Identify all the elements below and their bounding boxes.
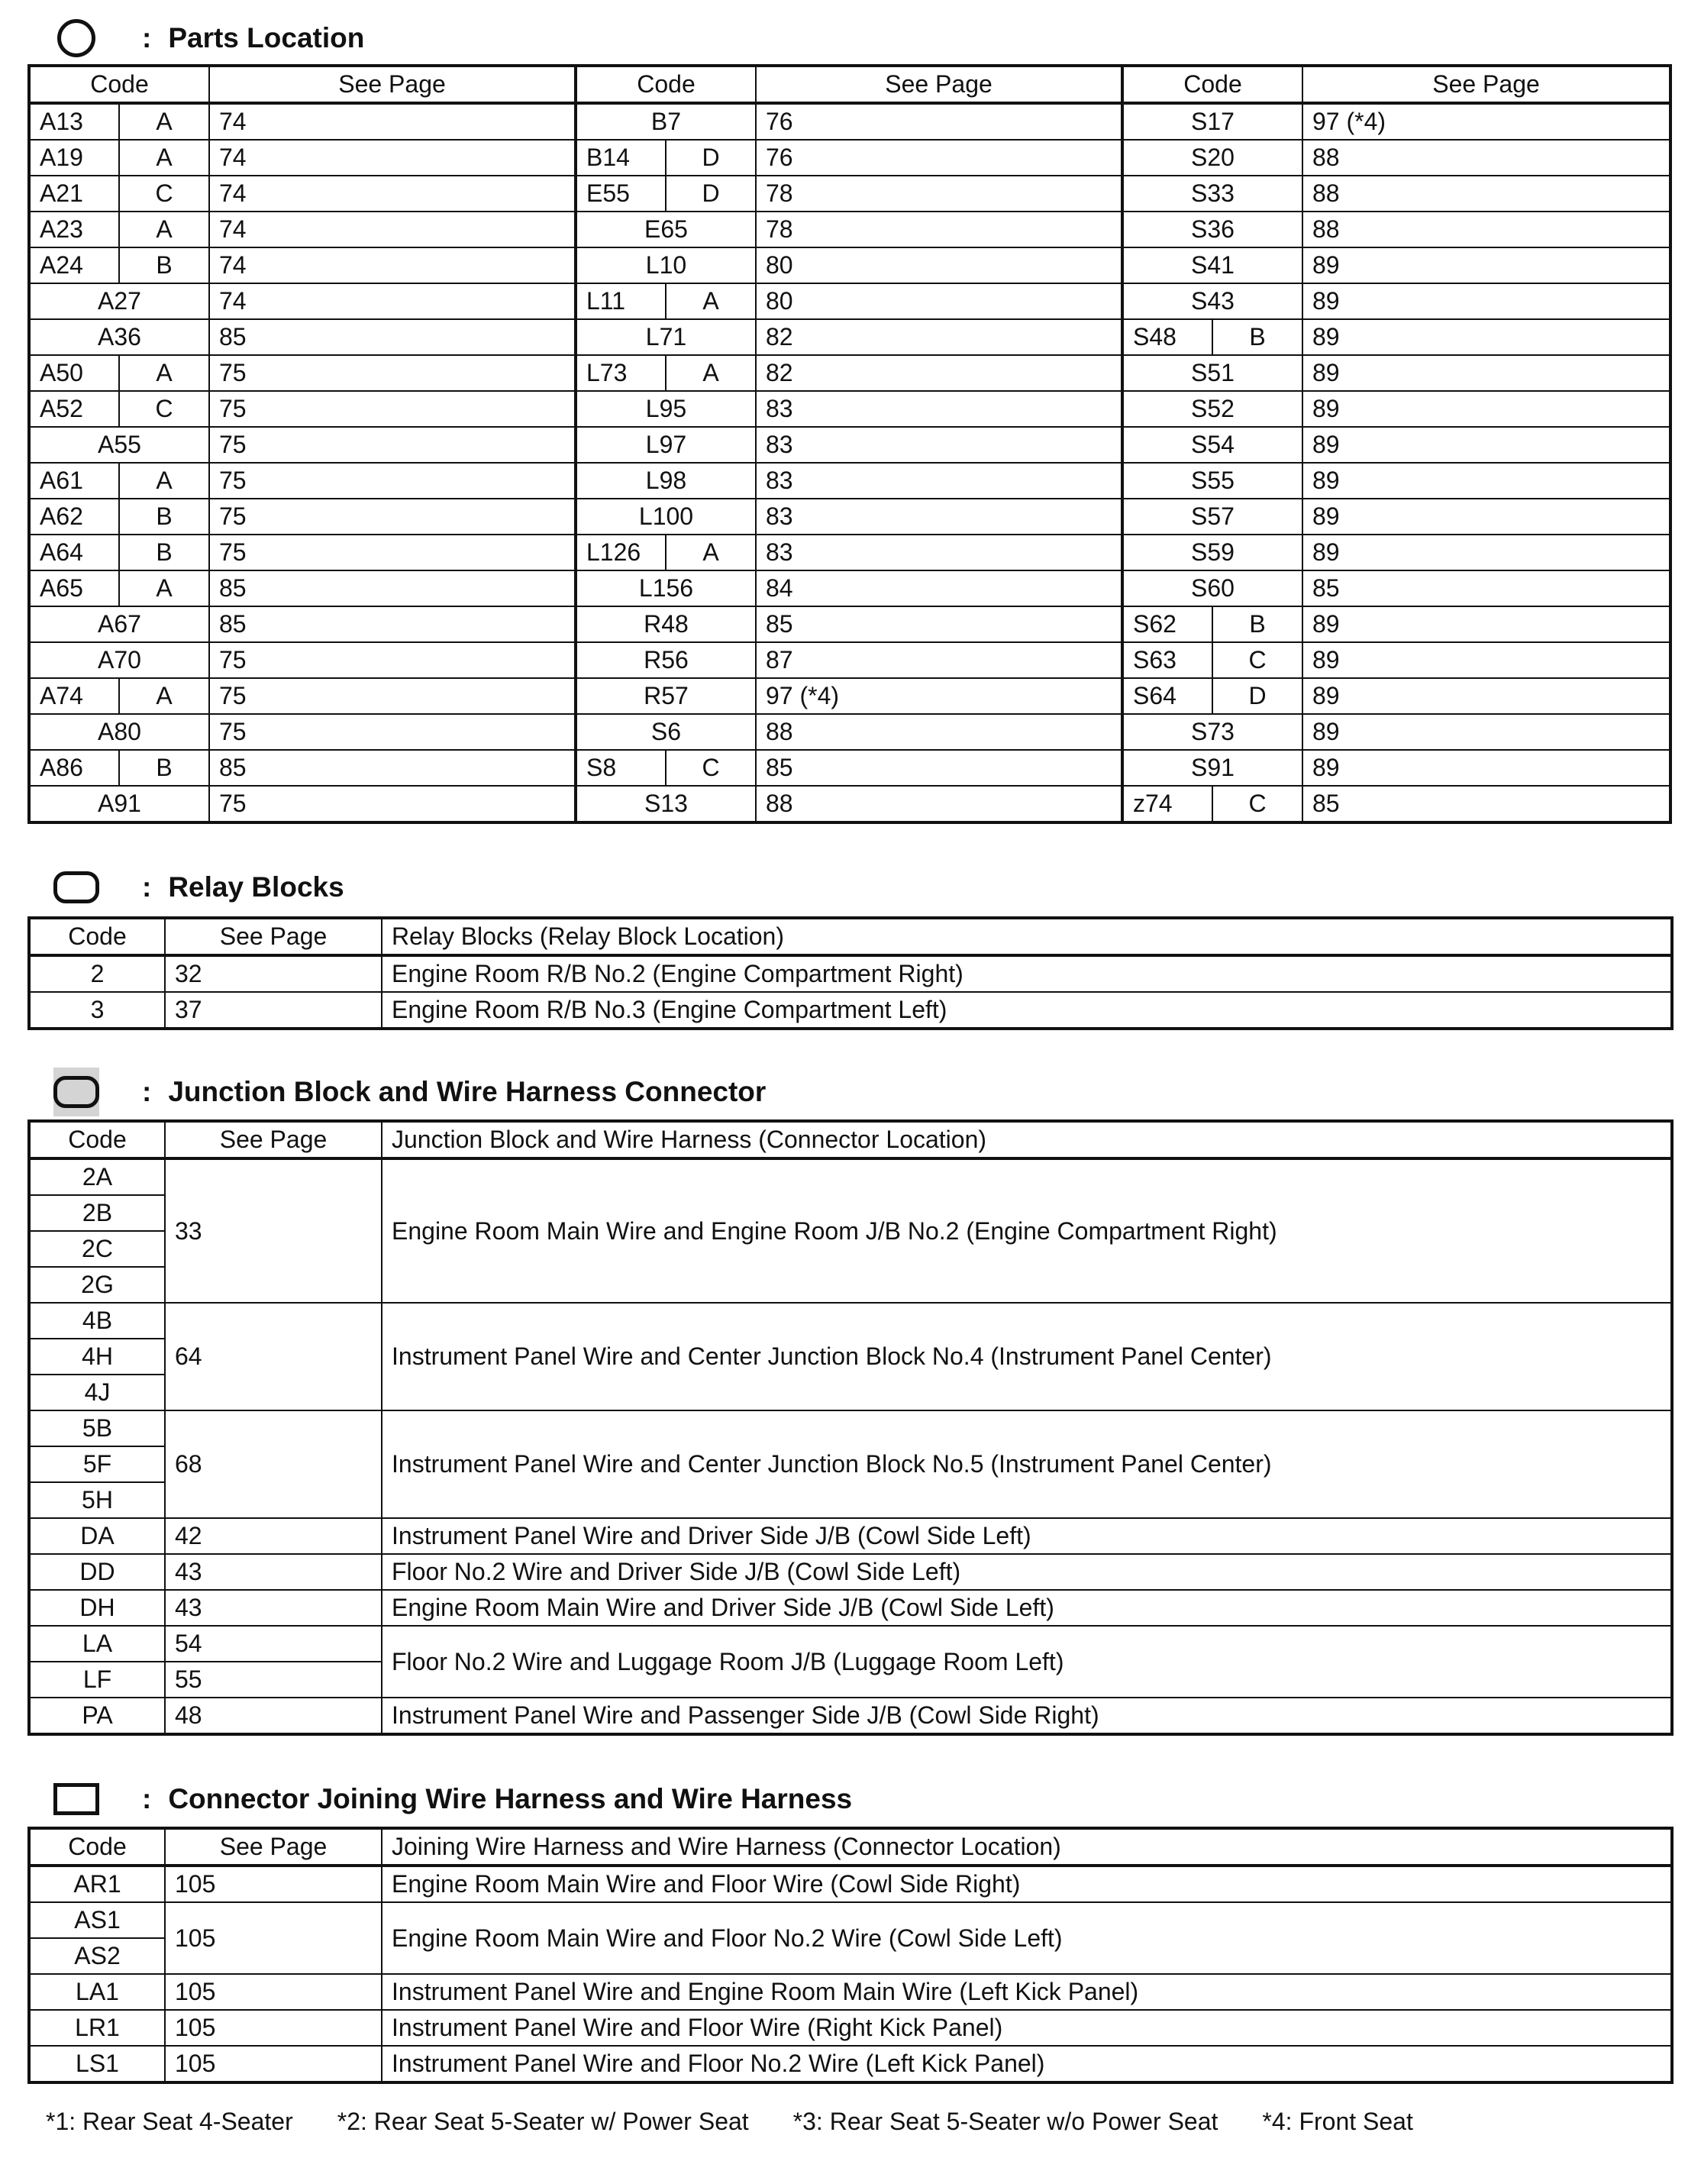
code-cell: LS1 bbox=[29, 2046, 165, 2082]
description-cell: Engine Room Main Wire and Floor No.2 Wire (Cowl Side Left) bbox=[382, 1902, 1672, 1974]
code-cell: S8 bbox=[576, 750, 666, 786]
suffix-cell: C bbox=[119, 176, 209, 212]
code-cell: A23 bbox=[29, 212, 119, 247]
page-cell: 84 bbox=[756, 570, 1122, 606]
page-cell: 75 bbox=[209, 391, 576, 427]
page-cell: 83 bbox=[756, 391, 1122, 427]
col-header-code: Code bbox=[29, 918, 165, 955]
code-cell: S33 bbox=[1122, 176, 1302, 212]
suffix-cell: B bbox=[119, 750, 209, 786]
page-cell: 85 bbox=[756, 606, 1122, 642]
code-cell: S6 bbox=[576, 714, 756, 750]
code-cell: S91 bbox=[1122, 750, 1302, 786]
code-cell: L156 bbox=[576, 570, 756, 606]
page-cell: 75 bbox=[209, 642, 576, 678]
code-cell: 5F bbox=[29, 1446, 165, 1482]
code-cell: S73 bbox=[1122, 714, 1302, 750]
table-row bbox=[29, 319, 1670, 355]
table-row bbox=[29, 1158, 1672, 1195]
table-row bbox=[29, 992, 1672, 1029]
code-cell: LF bbox=[29, 1662, 165, 1698]
description-cell: Floor No.2 Wire and Luggage Room J/B (Luggage Room Left) bbox=[382, 1626, 1672, 1698]
description-cell: Instrument Panel Wire and Passenger Side J/B (Cowl Side Right) bbox=[382, 1698, 1672, 1734]
page-cell: 54 bbox=[165, 1626, 382, 1662]
page-cell: 33 bbox=[165, 1158, 382, 1303]
code-cell: AS1 bbox=[29, 1902, 165, 1938]
code-cell: A74 bbox=[29, 678, 119, 714]
circle-symbol-icon bbox=[53, 15, 99, 61]
page-cell: 64 bbox=[165, 1303, 382, 1410]
code-cell: 2B bbox=[29, 1195, 165, 1231]
code-cell: S63 bbox=[1122, 642, 1212, 678]
page-cell: 75 bbox=[209, 714, 576, 750]
suffix-cell: C bbox=[119, 391, 209, 427]
suffix-cell: D bbox=[666, 140, 756, 176]
col-header-see-page: See Page bbox=[1302, 66, 1670, 103]
suffix-cell: C bbox=[1212, 786, 1302, 822]
junction-header-row bbox=[29, 1121, 1672, 1158]
table-row bbox=[29, 355, 1670, 391]
relay-header-row bbox=[29, 918, 1672, 955]
col-header-see-page: See Page bbox=[165, 1828, 382, 1866]
suffix-cell: B bbox=[119, 535, 209, 570]
code-cell: A52 bbox=[29, 391, 119, 427]
col-header-code: Code bbox=[29, 1121, 165, 1158]
suffix-cell: A bbox=[666, 283, 756, 319]
code-cell: S43 bbox=[1122, 283, 1302, 319]
page-cell: 89 bbox=[1302, 247, 1670, 283]
table-row bbox=[29, 1698, 1672, 1734]
code-cell: A67 bbox=[29, 606, 209, 642]
page-cell: 74 bbox=[209, 283, 576, 319]
description-cell: Engine Room Main Wire and Driver Side J/B (Cowl Side Left) bbox=[382, 1590, 1672, 1626]
code-cell: 5H bbox=[29, 1482, 165, 1518]
code-cell: L100 bbox=[576, 499, 756, 535]
code-cell: A70 bbox=[29, 642, 209, 678]
code-cell: A13 bbox=[29, 103, 119, 140]
table-row bbox=[29, 642, 1670, 678]
code-cell: S62 bbox=[1122, 606, 1212, 642]
page-cell: 89 bbox=[1302, 355, 1670, 391]
suffix-cell: B bbox=[119, 247, 209, 283]
page-cell: 88 bbox=[756, 786, 1122, 822]
description-cell: Engine Room R/B No.3 (Engine Compartment Left) bbox=[382, 992, 1672, 1029]
page-cell: 75 bbox=[209, 463, 576, 499]
code-cell: S55 bbox=[1122, 463, 1302, 499]
page-cell: 89 bbox=[1302, 535, 1670, 570]
page-cell: 74 bbox=[209, 176, 576, 212]
page-cell: 83 bbox=[756, 499, 1122, 535]
suffix-cell: A bbox=[119, 355, 209, 391]
footnote: *4: Front Seat bbox=[1262, 2108, 1413, 2135]
page-cell: 43 bbox=[165, 1554, 382, 1590]
table-row bbox=[29, 499, 1670, 535]
code-cell: B14 bbox=[576, 140, 666, 176]
page-cell: 75 bbox=[209, 786, 576, 822]
code-cell: PA bbox=[29, 1698, 165, 1734]
page-cell: 32 bbox=[165, 955, 382, 992]
col-header-code: Code bbox=[576, 66, 756, 103]
page-cell: 89 bbox=[1302, 678, 1670, 714]
code-cell: 4J bbox=[29, 1375, 165, 1410]
page-cell: 89 bbox=[1302, 319, 1670, 355]
table-row bbox=[29, 1410, 1672, 1446]
footnotes bbox=[46, 2108, 1670, 2146]
code-cell: S20 bbox=[1122, 140, 1302, 176]
code-cell: A50 bbox=[29, 355, 119, 391]
relay-blocks-title: Relay Blocks bbox=[168, 871, 344, 903]
page-cell: 85 bbox=[209, 570, 576, 606]
page-cell: 97 (*4) bbox=[1302, 103, 1670, 140]
suffix-cell: A bbox=[666, 355, 756, 391]
suffix-cell: C bbox=[666, 750, 756, 786]
code-cell: z74 bbox=[1122, 786, 1212, 822]
code-cell: R57 bbox=[576, 678, 756, 714]
col-header-see-page: See Page bbox=[165, 918, 382, 955]
code-cell: A62 bbox=[29, 499, 119, 535]
page-cell: 85 bbox=[756, 750, 1122, 786]
description-cell: Engine Room Main Wire and Engine Room J/B No.2 (Engine Compartment Right) bbox=[382, 1158, 1672, 1303]
code-cell: R56 bbox=[576, 642, 756, 678]
page-cell: 78 bbox=[756, 212, 1122, 247]
page-cell: 82 bbox=[756, 355, 1122, 391]
rectangle-symbol-icon bbox=[53, 1776, 99, 1822]
code-cell: 4H bbox=[29, 1339, 165, 1375]
code-cell: L126 bbox=[576, 535, 666, 570]
table-row bbox=[29, 1974, 1672, 2010]
code-cell: A21 bbox=[29, 176, 119, 212]
code-cell: A80 bbox=[29, 714, 209, 750]
suffix-cell: B bbox=[1212, 319, 1302, 355]
page-cell: 74 bbox=[209, 103, 576, 140]
connector-joining-heading: : Connector Joining Wire Harness and Wire Harness bbox=[53, 1772, 852, 1827]
code-cell: A86 bbox=[29, 750, 119, 786]
table-row bbox=[29, 535, 1670, 570]
table-row bbox=[29, 606, 1670, 642]
page-cell: 80 bbox=[756, 283, 1122, 319]
code-cell: AR1 bbox=[29, 1866, 165, 1902]
table-row bbox=[29, 176, 1670, 212]
code-cell: DH bbox=[29, 1590, 165, 1626]
code-cell: A65 bbox=[29, 570, 119, 606]
footnote: *3: Rear Seat 5-Seater w/o Power Seat bbox=[792, 2108, 1218, 2135]
col-header-code: Code bbox=[29, 66, 209, 103]
code-cell: S59 bbox=[1122, 535, 1302, 570]
code-cell: LA1 bbox=[29, 1974, 165, 2010]
code-cell: B7 bbox=[576, 103, 756, 140]
description-cell: Instrument Panel Wire and Floor No.2 Wire (Left Kick Panel) bbox=[382, 2046, 1672, 2082]
code-cell: L71 bbox=[576, 319, 756, 355]
table-row bbox=[29, 1866, 1672, 1902]
page-cell: 85 bbox=[209, 606, 576, 642]
code-cell: LR1 bbox=[29, 2010, 165, 2046]
code-cell: DA bbox=[29, 1518, 165, 1554]
col-header-see-page: See Page bbox=[209, 66, 576, 103]
code-cell: S57 bbox=[1122, 499, 1302, 535]
page-cell: 85 bbox=[1302, 570, 1670, 606]
page-cell: 85 bbox=[1302, 786, 1670, 822]
code-cell: S17 bbox=[1122, 103, 1302, 140]
page-cell: 75 bbox=[209, 499, 576, 535]
suffix-cell: A bbox=[119, 570, 209, 606]
suffix-cell: A bbox=[119, 103, 209, 140]
code-cell: LA bbox=[29, 1626, 165, 1662]
table-row bbox=[29, 427, 1670, 463]
page-cell: 75 bbox=[209, 427, 576, 463]
page-cell: 78 bbox=[756, 176, 1122, 212]
page-cell: 88 bbox=[1302, 140, 1670, 176]
description-cell: Instrument Panel Wire and Center Junction Block No.4 (Instrument Panel Center) bbox=[382, 1303, 1672, 1410]
page-cell: 105 bbox=[165, 1902, 382, 1974]
description-cell: Instrument Panel Wire and Engine Room Main Wire (Left Kick Panel) bbox=[382, 1974, 1672, 2010]
suffix-cell: A bbox=[666, 535, 756, 570]
col-header-location: Relay Blocks (Relay Block Location) bbox=[382, 918, 1672, 955]
code-cell: R48 bbox=[576, 606, 756, 642]
page-cell: 75 bbox=[209, 678, 576, 714]
table-row bbox=[29, 391, 1670, 427]
table-row bbox=[29, 1626, 1672, 1662]
table-row bbox=[29, 1902, 1672, 1938]
page-cell: 55 bbox=[165, 1662, 382, 1698]
page-cell: 89 bbox=[1302, 391, 1670, 427]
col-header-see-page: See Page bbox=[756, 66, 1122, 103]
code-cell: S51 bbox=[1122, 355, 1302, 391]
code-cell: S13 bbox=[576, 786, 756, 822]
page-cell: 74 bbox=[209, 140, 576, 176]
page-cell: 76 bbox=[756, 103, 1122, 140]
code-cell: 2 bbox=[29, 955, 165, 992]
col-header-code: Code bbox=[29, 1828, 165, 1866]
suffix-cell: A bbox=[119, 678, 209, 714]
code-cell: L11 bbox=[576, 283, 666, 319]
table-row bbox=[29, 1554, 1672, 1590]
table-row bbox=[29, 1518, 1672, 1554]
page-cell: 87 bbox=[756, 642, 1122, 678]
code-cell: 2G bbox=[29, 1267, 165, 1303]
code-cell: S60 bbox=[1122, 570, 1302, 606]
page-cell: 105 bbox=[165, 1974, 382, 2010]
page-cell: 89 bbox=[1302, 714, 1670, 750]
table-row bbox=[29, 714, 1670, 750]
code-cell: A24 bbox=[29, 247, 119, 283]
page-cell: 89 bbox=[1302, 463, 1670, 499]
suffix-cell: D bbox=[666, 176, 756, 212]
page-cell: 105 bbox=[165, 1866, 382, 1902]
rounded-rect-symbol-icon bbox=[53, 864, 99, 910]
page-cell: 82 bbox=[756, 319, 1122, 355]
suffix-cell: A bbox=[119, 463, 209, 499]
footnote: *2: Rear Seat 5-Seater w/ Power Seat bbox=[337, 2108, 749, 2135]
page-cell: 88 bbox=[756, 714, 1122, 750]
code-cell: AS2 bbox=[29, 1938, 165, 1974]
connector-header-row bbox=[29, 1828, 1672, 1866]
page-cell: 48 bbox=[165, 1698, 382, 1734]
description-cell: Engine Room R/B No.2 (Engine Compartment Right) bbox=[382, 955, 1672, 992]
junction-block-title: Junction Block and Wire Harness Connector bbox=[168, 1076, 767, 1107]
code-cell: A61 bbox=[29, 463, 119, 499]
code-cell: L98 bbox=[576, 463, 756, 499]
connector-joining-title: Connector Joining Wire Harness and Wire Harness bbox=[168, 1783, 853, 1814]
table-row bbox=[29, 103, 1670, 140]
connector-joining-table bbox=[27, 1827, 1674, 2084]
code-cell: 5B bbox=[29, 1410, 165, 1446]
table-row bbox=[29, 750, 1670, 786]
code-cell: 2A bbox=[29, 1158, 165, 1195]
table-row bbox=[29, 283, 1670, 319]
table-row bbox=[29, 463, 1670, 499]
page-cell: 89 bbox=[1302, 427, 1670, 463]
junction-block-heading: : Junction Block and Wire Harness Connector bbox=[53, 1065, 766, 1119]
suffix-cell: A bbox=[119, 140, 209, 176]
description-cell: Instrument Panel Wire and Floor Wire (Right Kick Panel) bbox=[382, 2010, 1672, 2046]
table-row bbox=[29, 2046, 1672, 2082]
table-row bbox=[29, 1303, 1672, 1339]
footnote: *1: Rear Seat 4-Seater bbox=[46, 2108, 293, 2135]
code-cell: S64 bbox=[1122, 678, 1212, 714]
page-cell: 42 bbox=[165, 1518, 382, 1554]
page-cell: 89 bbox=[1302, 499, 1670, 535]
code-cell: 3 bbox=[29, 992, 165, 1029]
table-row bbox=[29, 212, 1670, 247]
table-row bbox=[29, 955, 1672, 992]
page-cell: 68 bbox=[165, 1410, 382, 1518]
table-row bbox=[29, 1590, 1672, 1626]
page-cell: 105 bbox=[165, 2046, 382, 2082]
parts-location-title: Parts Location bbox=[168, 22, 365, 53]
description-cell: Engine Room Main Wire and Floor Wire (Cowl Side Right) bbox=[382, 1866, 1672, 1902]
parts-location-heading: : Parts Location bbox=[53, 11, 364, 66]
page-cell: 83 bbox=[756, 535, 1122, 570]
table-row bbox=[29, 570, 1670, 606]
code-cell: S52 bbox=[1122, 391, 1302, 427]
suffix-cell: A bbox=[119, 212, 209, 247]
code-cell: L73 bbox=[576, 355, 666, 391]
page-cell: 83 bbox=[756, 427, 1122, 463]
page-cell: 37 bbox=[165, 992, 382, 1029]
page-cell: 97 (*4) bbox=[756, 678, 1122, 714]
page-cell: 89 bbox=[1302, 642, 1670, 678]
code-cell: A55 bbox=[29, 427, 209, 463]
page-cell: 80 bbox=[756, 247, 1122, 283]
code-cell: L95 bbox=[576, 391, 756, 427]
col-header-location: Junction Block and Wire Harness (Connector Location) bbox=[382, 1121, 1672, 1158]
code-cell: A36 bbox=[29, 319, 209, 355]
page-cell: 43 bbox=[165, 1590, 382, 1626]
col-header-code: Code bbox=[1122, 66, 1302, 103]
parts-location-table bbox=[27, 64, 1672, 824]
description-cell: Instrument Panel Wire and Center Junction Block No.5 (Instrument Panel Center) bbox=[382, 1410, 1672, 1518]
suffix-cell: B bbox=[1212, 606, 1302, 642]
suffix-cell: D bbox=[1212, 678, 1302, 714]
code-cell: S48 bbox=[1122, 319, 1212, 355]
page-cell: 105 bbox=[165, 2010, 382, 2046]
code-cell: A91 bbox=[29, 786, 209, 822]
suffix-cell: C bbox=[1212, 642, 1302, 678]
col-header-see-page: See Page bbox=[165, 1121, 382, 1158]
code-cell: E65 bbox=[576, 212, 756, 247]
col-header-location: Joining Wire Harness and Wire Harness (Connector Location) bbox=[382, 1828, 1672, 1866]
table-row bbox=[29, 140, 1670, 176]
table-row bbox=[29, 678, 1670, 714]
page-cell: 89 bbox=[1302, 750, 1670, 786]
relay-blocks-table bbox=[27, 916, 1674, 1030]
page-cell: 88 bbox=[1302, 176, 1670, 212]
code-cell: A19 bbox=[29, 140, 119, 176]
page-cell: 85 bbox=[209, 750, 576, 786]
code-cell: E55 bbox=[576, 176, 666, 212]
page-cell: 74 bbox=[209, 212, 576, 247]
junction-block-table bbox=[27, 1119, 1674, 1736]
code-cell: L10 bbox=[576, 247, 756, 283]
parts-header-row bbox=[29, 66, 1670, 103]
code-cell: S54 bbox=[1122, 427, 1302, 463]
relay-blocks-heading: : Relay Blocks bbox=[53, 860, 344, 915]
table-row bbox=[29, 2010, 1672, 2046]
code-cell: A64 bbox=[29, 535, 119, 570]
page-cell: 83 bbox=[756, 463, 1122, 499]
code-cell: S36 bbox=[1122, 212, 1302, 247]
code-cell: 4B bbox=[29, 1303, 165, 1339]
table-row bbox=[29, 786, 1670, 822]
code-cell: S41 bbox=[1122, 247, 1302, 283]
suffix-cell: B bbox=[119, 499, 209, 535]
code-cell: DD bbox=[29, 1554, 165, 1590]
page-cell: 74 bbox=[209, 247, 576, 283]
code-cell: A27 bbox=[29, 283, 209, 319]
table-row bbox=[29, 247, 1670, 283]
shaded-rounded-rect-symbol-icon bbox=[53, 1069, 99, 1115]
description-cell: Instrument Panel Wire and Driver Side J/B (Cowl Side Left) bbox=[382, 1518, 1672, 1554]
page-cell: 88 bbox=[1302, 212, 1670, 247]
page-cell: 75 bbox=[209, 355, 576, 391]
description-cell: Floor No.2 Wire and Driver Side J/B (Cowl Side Left) bbox=[382, 1554, 1672, 1590]
page-cell: 89 bbox=[1302, 283, 1670, 319]
page-cell: 85 bbox=[209, 319, 576, 355]
code-cell: L97 bbox=[576, 427, 756, 463]
page-cell: 75 bbox=[209, 535, 576, 570]
page-cell: 89 bbox=[1302, 606, 1670, 642]
page-cell: 76 bbox=[756, 140, 1122, 176]
code-cell: 2C bbox=[29, 1231, 165, 1267]
